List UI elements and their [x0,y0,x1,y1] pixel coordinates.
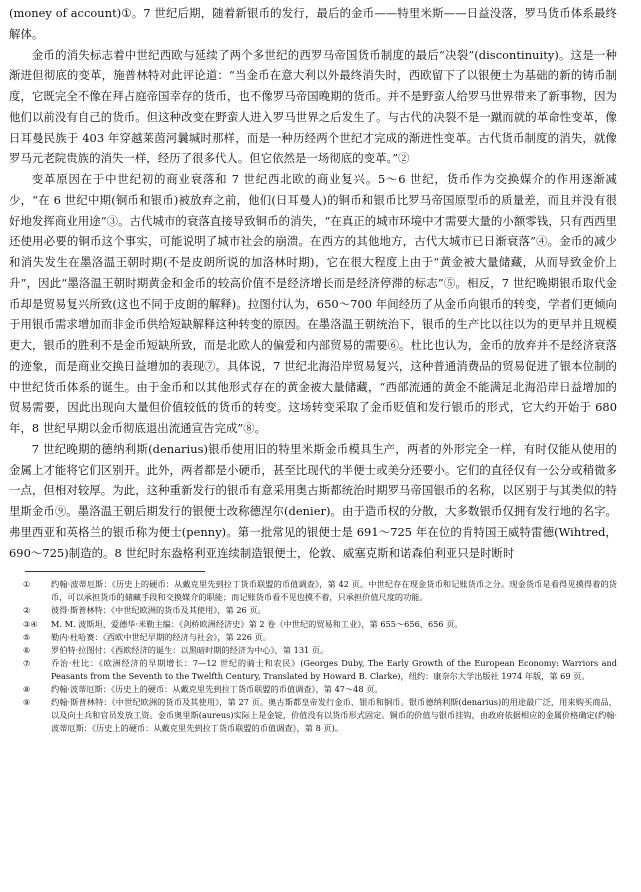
footnote-marker: ③④ [23,618,38,629]
paragraph: 金币的消失标志着中世纪西欧与延续了两个多世纪的西罗马帝国货币制度的最后“决裂”(discontinuity)。这是一种渐进但彻底的变革，施普林特对此评论道：“当金币在意大利以外最终消失时，西欧留下了以银便士为基础的新的铸币制度，它既完全不像在拜占庭帝国幸存的货币，也不像罗马帝国晚期的货币。并不是野蛮人给罗马世界带来了新事物，因为他们以前没有自己的货币。但这种改变在野蛮人进入罗马世界之后发生了。与古代的决裂不是一蹴而就的革命性变革，像日耳曼民族于 403 年穿越莱茵河曩堿时那样，而是一种历经两个世纪才完成的渐进性变革。古代货币制度的消失，就像罗马元老院贵族的消失一样，经历了很多代人。但它依然是一场彻底的变革。”② [9,47,617,166]
footnote-text: 约翰·斯普林特：《中世纪欧洲的货币及其使用》，第 27 页。奥古斯都皇帝发行金币、银币和铜币。银币德纳利斯(denarius)的用途最广泛，用来购买商品，以及向士兵和官员发放工资。金币奥里斯(aureus)实际上是金锭，价值没有以货币形式固定。铜币的价值与银币挂钩，由政府依据相应的金属价格确定(约翰·波蒂厄斯：《历史上的硬币：从戴克里先到拉丁货币联盟的币值调查》，第 8 页)。 [51,697,617,734]
footnote [13,696,617,735]
footnote-marker: ⑧ [23,684,31,694]
footnote [13,631,617,644]
footnote [13,683,617,696]
footnote-text: 约翰·波蒂厄斯：《历史上的硬币：从戴克里先到拉丁货币联盟的币值调查》，第 42 页。中世纪存在现金货币和记账货币之分。现金货币是看得见摸得着的货币，可以承担货币的储藏手段和交换媒介的职能；而记账货币看不见也摸不着，只承担价值尺度的功能。 [51,579,617,603]
footnote [13,604,617,617]
footnote-text: 罗伯特·拉图付：《西欧经济的诞生：以黑暗时期的经济为中心》，第 131 页。 [51,644,329,655]
footnote-text: 勒内·杜哈赛：《西欧中世纪早期的经济与社会》，第 226 页。 [51,631,271,642]
footnote [13,657,617,683]
footnote-text: 乔治·杜比：《欧洲经济的早期增长：7—12 世纪的骑士和农民》(Georges Duby, The Early Growth of the European Economy: Warriors and Peasants from the Seventh to the Twelfth Century, Translated by Howard B. Clarke)，纽约：康奈尔大学出版社 1974 年版，第 69 页。 [51,657,617,681]
footnote-marker: ① [23,579,31,590]
body-text [9,3,617,563]
footnote [13,644,617,657]
paragraph: (money of account)①。7 世纪后期，随着新银币的发行，最后的金币——特里米斯——日益没落，罗马货币体系最终解体。 [9,6,617,41]
footnote-marker: ⑦ [23,657,31,668]
footnote-marker: ⑨ [23,697,31,708]
footnote-marker: ⑤ [23,631,31,642]
footnote-marker: ⑥ [23,644,31,655]
footnote-text: 彼得·斯普林特：《中世纪欧洲的货币及其使用》，第 26 页。 [51,605,266,616]
footnote-marker: ② [23,605,31,616]
footnote [13,618,617,631]
footnote [13,578,617,604]
footnote-text: M. M. 波斯坦、爱德华·米勒主编：《剑桥欧洲经济史》第 2 卷《中世纪的贸易和工业》，第 655～656、656 页。 [51,618,463,629]
paragraph: 变革原因在于中世纪初的商业衰落和 7 世纪西北欧的商业复兴。5～6 世纪，货币作为交换媒介的作用逐渐减少，“在 6 世纪中期(铜币和银币)被放弃之前，他们(日耳曼人)的铜币和银币比罗马帝国原型币的质量差，而且并没有很好地发挥商业用途”③。古代城市的衰落直接导致铜币的消失，“在真正的城市环境中才需要大量的小额零钱，只有西西里还使用必要的铜币这个事实，可能说明了城市社会的崩溃。在西方的其他地方，古代大城市已日渐衰落”④。金币的减少和消失发生在墨洛温王朝时期(不是皮朗所说的加洛林时期)，它在很大程度上由于“黄金被大量储藏，从而导致金价上升”，因此“墨洛温王朝时期黄金和金币的较高价值不是经济增长而是经济停滞的标志”⑤。相反，7 世纪晚期银币取代金币却是贸易复兴所致(这也不同于皮朗的解释)。拉图付认为，650～700 年间经历了从金币向银币的转变，学者们更倾向于用银币需求增加而非金币供给短缺解释这种转变的原因。在墨洛温王朝统治下，银币的生产比以往以为的更早并且规模更大，银币的胜利不是金币短缺所致，而是北欧人的偏爱和内部贸易的需要⑥。杜比也认为，金币的放弃并不是经济衰落的迹象，而是商业交换日益增加的表现⑦。具体说，7 世纪北海沿岸贸易复兴，这种普通消费品的贸易促进了银本位制的中世纪货币体系的诞生。由于金币和以其他形式存在的黄金被大量储藏，“西部流通的黄金不能满足北海沿岸日益增加的贸易需要，因此出现向大量但价值较低的货币的转变。这场转变采取了金币贬值和发行银币的形式，它大约开始于 680 年，8 世纪早期以金币彻底退出流通宣告完成”⑧。 [9,172,617,435]
footnote-divider [25,571,205,572]
footnotes [9,578,617,735]
paragraph: 7 世纪晚期的德纳利斯(denarius)银币使用旧的特里米斯金币模具生产，两者的外形完全一样，有时仅能从使用的金属上才能将它们区别开。此外，两者都是小硬币，甚至比现代的半便士或美分还要小。它们的直径仅有一公分或稍微多一点，但相对较厚。为此，这种重新发行的银币有意采用奥古斯都统治时期罗马帝国银币的名称，以区别于与其类似的特里斯金币⑨。墨洛温王朝后期发行的银便士改称德涅尔(denier)。由于造币权的分散，大多数银币仅拥有发行地的名字。弗里西亚和英格兰的银币称为便士(penny)。第一批常见的银便士是 691～725 年在位的肯特国王威特雷德(Wihtred，690～725)制造的。8 世纪时东盎格利亚连续制造银便士，伦敦、威塞克斯和诺森伯利亚只是时断时 [9,441,617,560]
footnote-text: 约翰·波蒂厄斯：《历史上的硬币：从戴克里先到拉丁货币联盟的币值调查》，第 47～48 页。 [51,684,383,694]
